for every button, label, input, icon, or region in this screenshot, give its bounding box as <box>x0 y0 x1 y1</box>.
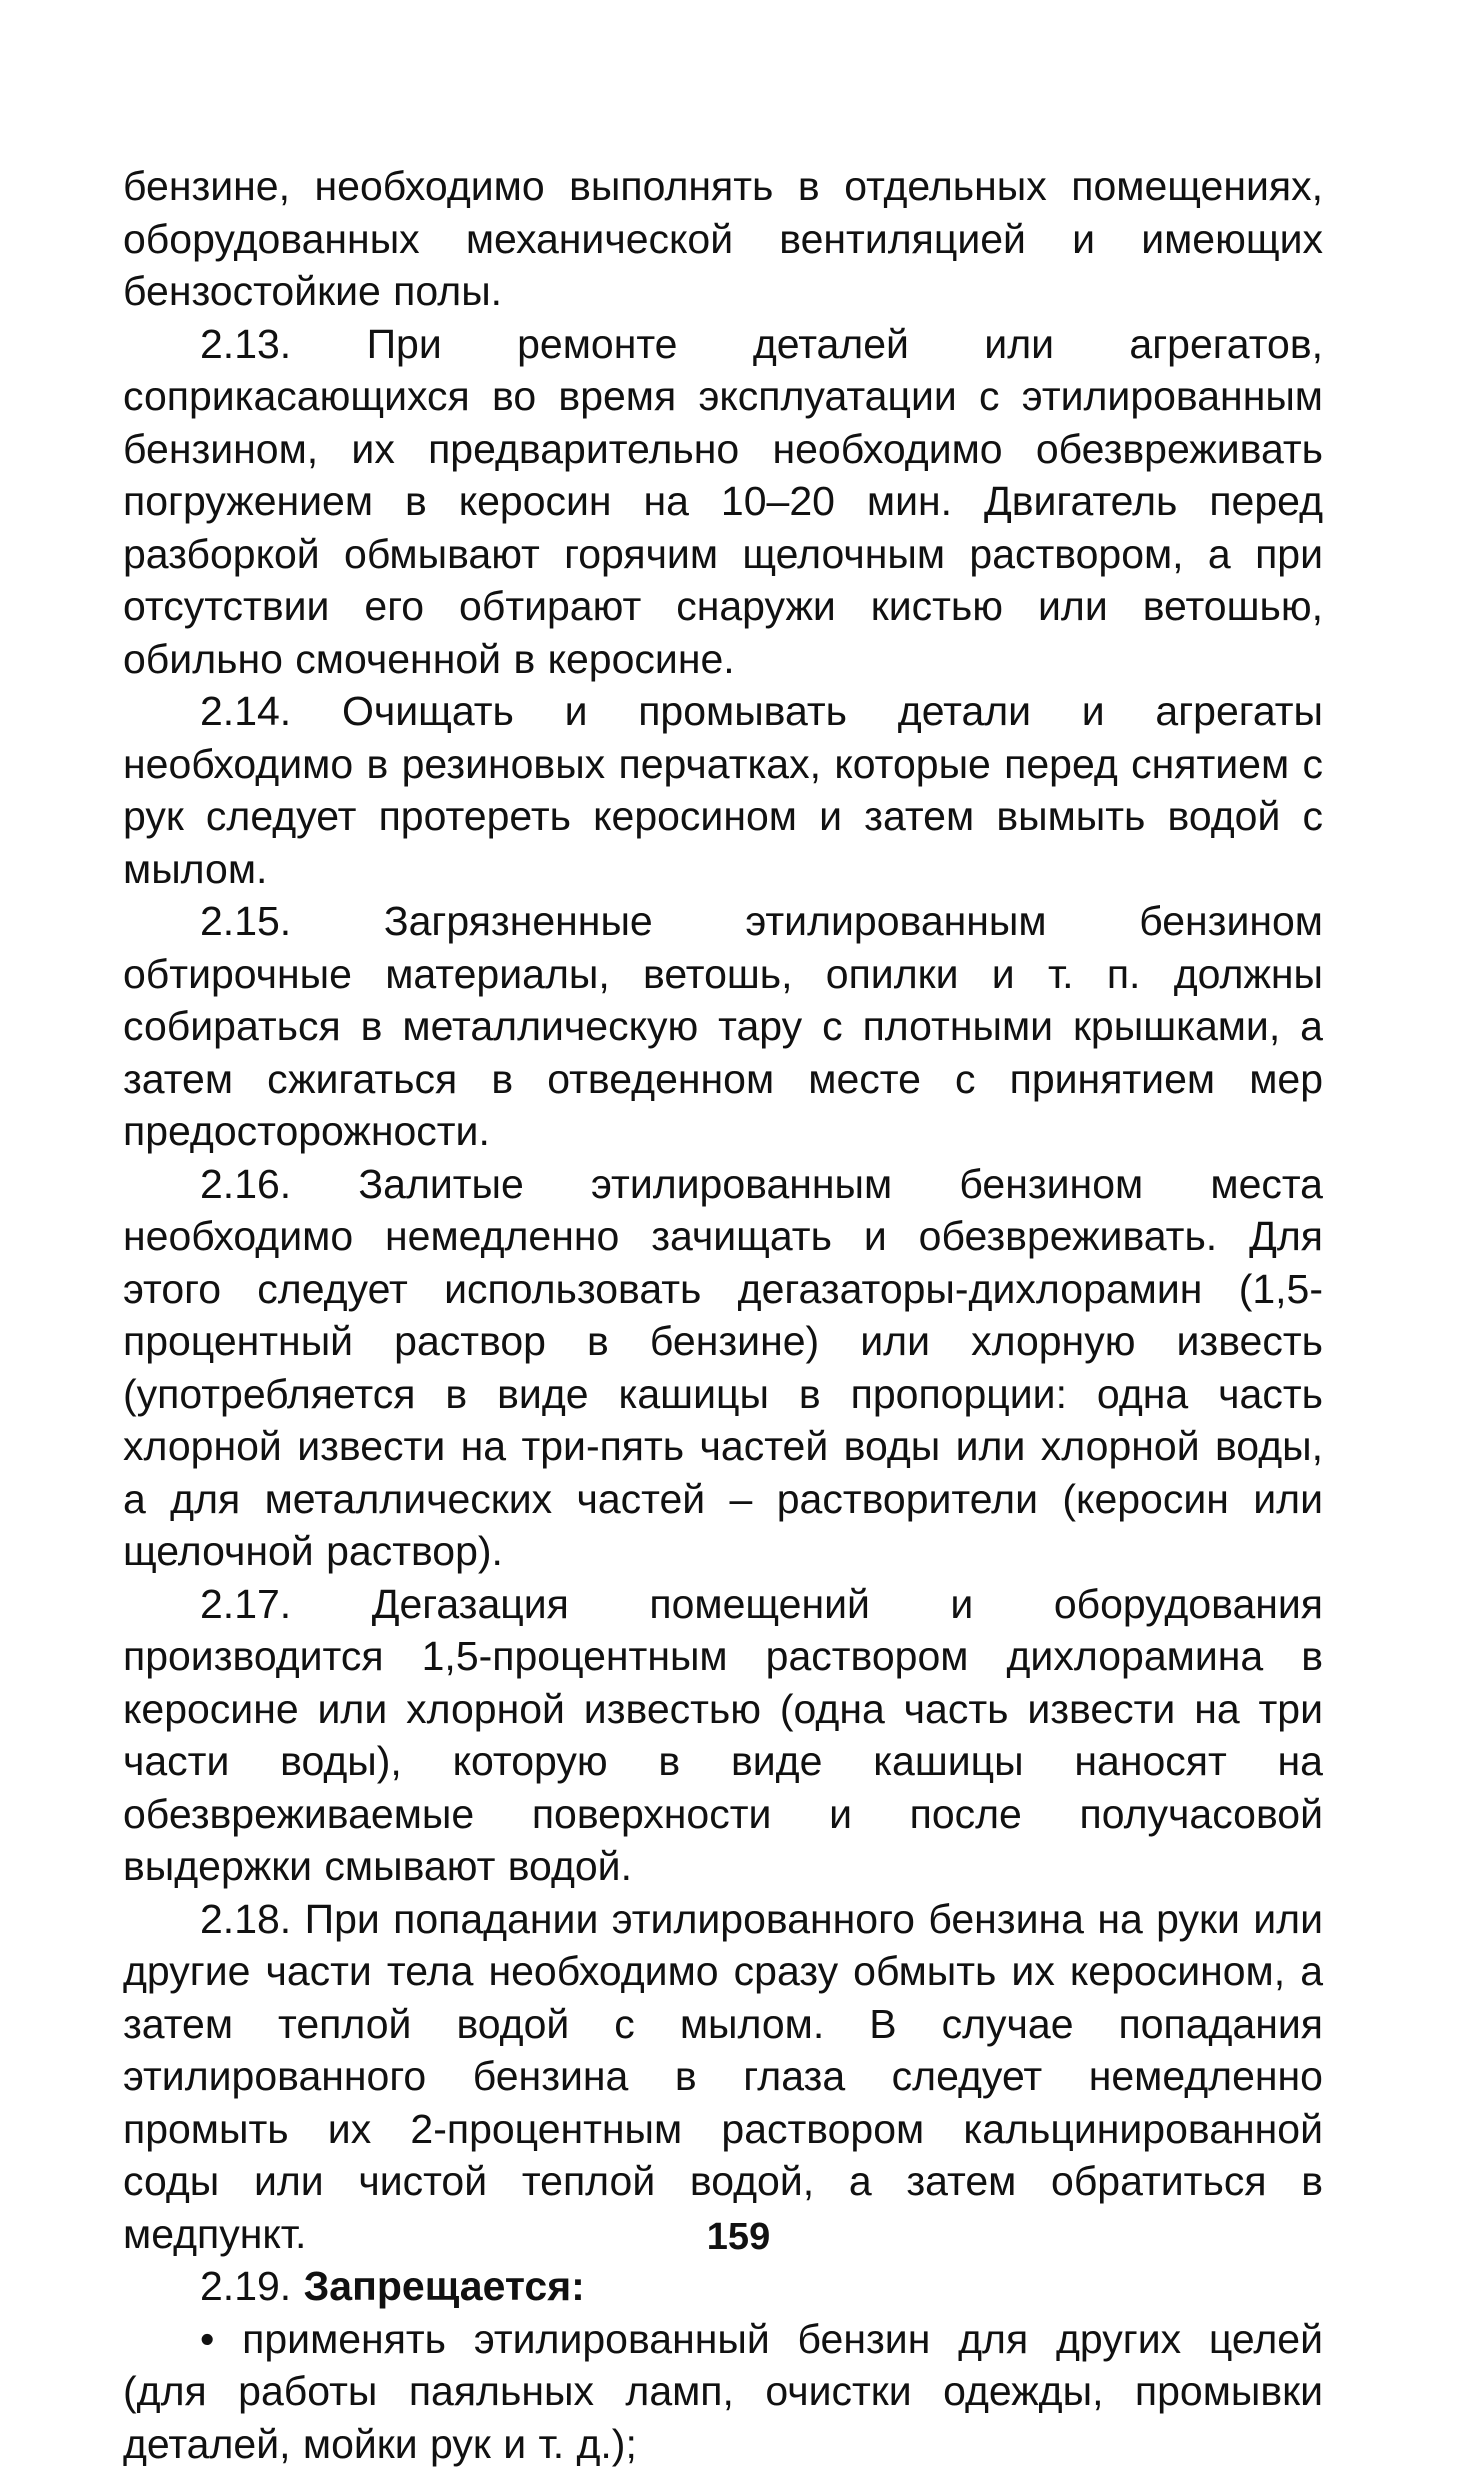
paragraph-number: 2.18. <box>200 1896 291 1942</box>
bullet-item <box>123 2313 1323 2470</box>
paragraph-number: 2.16. <box>200 1161 291 1207</box>
paragraph-heading-bold: Запрещается: <box>304 2263 585 2309</box>
page-number: 159 <box>0 2215 1477 2259</box>
paragraph-2-13 <box>123 318 1323 686</box>
paragraph-continuation <box>123 160 1323 318</box>
paragraph-number: 2.13. <box>200 321 291 367</box>
paragraph-text: Залитые этилированным бензином места необходимо немедленно зачищать и обезвреживать. Для этого следует использовать дегазаторы-дихлорамин (1,5-процентный раствор в бензине) или хлорную известь (употребляется в виде кашицы в пропорции: одна часть хлорной извести на три-пять частей воды или хлорной воды, а для металлических частей – растворители (керосин или щелочной раствор). <box>123 1161 1323 1575</box>
paragraph-2-17 <box>123 1578 1323 1893</box>
paragraph-text: При попадании этилированного бензина на руки или другие части тела необходимо сразу обмыть их керосином, а затем теплой водой с мылом. В случае попадания этилированного бензина в глаза следует немедленно промыть их 2-процентным раствором кальцинированной соды или чистой теплой водой, а затем обратиться в медпункт. <box>123 1896 1323 2257</box>
document-page <box>123 160 1323 2470</box>
paragraph-2-14 <box>123 685 1323 895</box>
paragraph-2-16 <box>123 1158 1323 1578</box>
paragraph-number: 2.19. <box>200 2263 291 2309</box>
paragraph-text: При ремонте деталей или агрегатов, соприкасающихся во время эксплуатации с этилированным бензином, их предварительно необходимо обезвреживать погружением в керосин на 10–20 мин. Двигатель перед разборкой обмывают горячим щелочным раствором, а при отсутствии его обтирают снаружи кистью или ветошью, обильно смоченной в керосине. <box>123 321 1323 682</box>
paragraph-number: 2.17. <box>200 1581 291 1627</box>
paragraph-2-19 <box>123 2260 1323 2313</box>
paragraph-text: Очищать и промывать детали и агрегаты необходимо в резиновых перчатках, которые перед снятием с рук следует протереть керосином и затем вымыть водой с мылом. <box>123 688 1323 892</box>
paragraph-2-18 <box>123 1893 1323 2261</box>
paragraph-number: 2.14. <box>200 688 291 734</box>
paragraph-text: Загрязненные этилированным бензином обтирочные материалы, ветошь, опилки и т. п. должны собираться в металлическую тару с плотными крышками, а затем сжигаться в отведенном месте с принятием мер предосторожности. <box>123 898 1323 1154</box>
bullet-icon: • <box>200 2316 214 2362</box>
paragraph-2-15 <box>123 895 1323 1158</box>
paragraph-number: 2.15. <box>200 898 291 944</box>
paragraph-text: бензине, необходимо выполнять в отдельных помещениях, оборудованных механической вентиляцией и имеющих бензостойкие полы. <box>123 163 1323 314</box>
paragraph-text: Дегазация помещений и оборудования производится 1,5-процентным раствором дихлорамина в керосине или хлорной известью (одна часть извести на три части воды), которую в виде кашицы наносят на обезвреживаемые поверхности и после получасовой выдержки смывают водой. <box>123 1581 1323 1890</box>
bullet-text: применять этилированный бензин для других целей (для работы паяльных ламп, очистки одежды, промывки деталей, мойки рук и т. д.); <box>123 2316 1323 2467</box>
